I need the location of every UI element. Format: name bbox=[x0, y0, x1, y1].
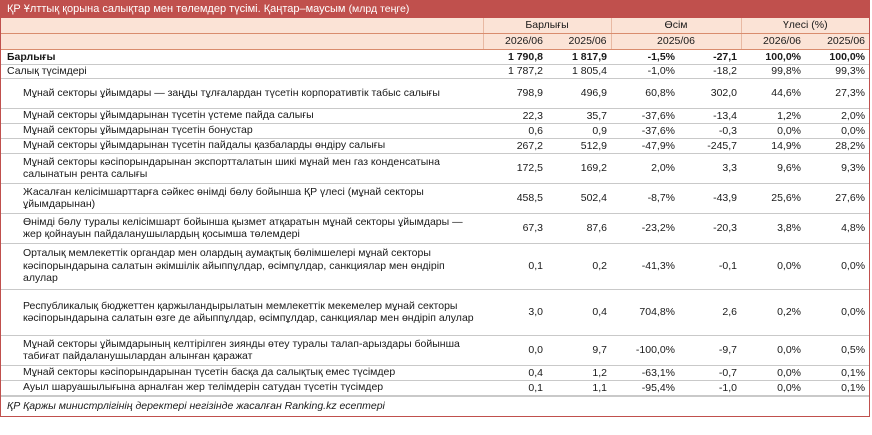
value-2025: 9,7 bbox=[547, 335, 611, 365]
header-share-2026: 2026/06 bbox=[741, 34, 805, 50]
share-2026: 25,6% bbox=[741, 183, 805, 213]
growth-absolute: -0,3 bbox=[679, 123, 741, 138]
share-2025: 0,0% bbox=[805, 243, 869, 289]
share-2025: 100,0% bbox=[805, 50, 869, 65]
table-row bbox=[1, 123, 869, 138]
share-2025: 0,0% bbox=[805, 289, 869, 335]
value-2026: 0,1 bbox=[483, 243, 547, 289]
value-2025: 87,6 bbox=[547, 213, 611, 243]
share-2025: 9,3% bbox=[805, 153, 869, 183]
value-2026: 67,3 bbox=[483, 213, 547, 243]
value-2025: 1,1 bbox=[547, 380, 611, 395]
table-row bbox=[1, 380, 869, 395]
value-2026: 0,0 bbox=[483, 335, 547, 365]
growth-absolute: -0,7 bbox=[679, 365, 741, 380]
share-2026: 100,0% bbox=[741, 50, 805, 65]
value-2026: 0,6 bbox=[483, 123, 547, 138]
growth-absolute: -0,1 bbox=[679, 243, 741, 289]
row-label: Мұнай секторы ұйымдарынан түсетін бонустар bbox=[1, 123, 483, 138]
share-2025: 0,1% bbox=[805, 365, 869, 380]
share-2025: 0,1% bbox=[805, 380, 869, 395]
value-2026: 798,9 bbox=[483, 78, 547, 108]
value-2025: 512,9 bbox=[547, 138, 611, 153]
value-2025: 0,2 bbox=[547, 243, 611, 289]
value-2025: 1,2 bbox=[547, 365, 611, 380]
share-2025: 99,3% bbox=[805, 65, 869, 79]
growth-absolute: -18,2 bbox=[679, 65, 741, 79]
growth-absolute: 302,0 bbox=[679, 78, 741, 108]
share-2026: 1,2% bbox=[741, 108, 805, 123]
header-blank-2 bbox=[1, 34, 483, 50]
header-share-2025: 2025/06 bbox=[805, 34, 869, 50]
growth-percent: -41,3% bbox=[611, 243, 679, 289]
share-2025: 28,2% bbox=[805, 138, 869, 153]
table-title-bar bbox=[1, 1, 869, 18]
row-label: Жасалған келісімшарттарға сәйкес өнімді бөлу бойынша ҚР үлесі (мұнай секторы ұйымдарынан) bbox=[1, 183, 483, 213]
share-2025: 27,3% bbox=[805, 78, 869, 108]
share-2026: 44,6% bbox=[741, 78, 805, 108]
growth-percent: -37,6% bbox=[611, 108, 679, 123]
value-2025: 169,2 bbox=[547, 153, 611, 183]
growth-absolute: -20,3 bbox=[679, 213, 741, 243]
table-row bbox=[1, 213, 869, 243]
growth-absolute: -1,0 bbox=[679, 380, 741, 395]
growth-absolute: -9,7 bbox=[679, 335, 741, 365]
header-total: Барлығы bbox=[483, 18, 611, 34]
share-2026: 0,0% bbox=[741, 365, 805, 380]
value-2025: 1 817,9 bbox=[547, 50, 611, 65]
table-unit: (млрд теңге) bbox=[348, 3, 410, 15]
value-2026: 0,4 bbox=[483, 365, 547, 380]
value-2026: 172,5 bbox=[483, 153, 547, 183]
header-total-2026: 2026/06 bbox=[483, 34, 547, 50]
growth-percent: -47,9% bbox=[611, 138, 679, 153]
header-row-groups bbox=[1, 18, 869, 34]
row-label: Орталық мемлекеттік органдар мен олардың аумақтық бөлімшелері мұнай секторы кәсіпорындарына салатын әкімшілік айыппұлдар, өсімпұлдар, санкциялар мен өндіріп алулар bbox=[1, 243, 483, 289]
row-label: Мұнай секторы кәсіпорындарынан түсетін басқа да салықтық емес түсімдер bbox=[1, 365, 483, 380]
table-row bbox=[1, 50, 869, 65]
share-2026: 0,0% bbox=[741, 243, 805, 289]
row-label: Мұнай секторы ұйымдары — заңды тұлғалардан түсетін корпоративтік табыс салығы bbox=[1, 78, 483, 108]
share-2026: 3,8% bbox=[741, 213, 805, 243]
table-row bbox=[1, 153, 869, 183]
value-2025: 0,9 bbox=[547, 123, 611, 138]
growth-percent: -23,2% bbox=[611, 213, 679, 243]
revenue-table bbox=[1, 18, 869, 396]
share-2025: 4,8% bbox=[805, 213, 869, 243]
share-2026: 0,2% bbox=[741, 289, 805, 335]
growth-percent: 2,0% bbox=[611, 153, 679, 183]
growth-percent: -1,0% bbox=[611, 65, 679, 79]
table-row bbox=[1, 183, 869, 213]
value-2026: 3,0 bbox=[483, 289, 547, 335]
growth-percent: -63,1% bbox=[611, 365, 679, 380]
row-label: Мұнай секторы ұйымдарының келтірілген зиянды өтеу туралы талап-арыздары бойынша табиғат пайдаланушылардан алынған қаражат bbox=[1, 335, 483, 365]
growth-absolute: 3,3 bbox=[679, 153, 741, 183]
row-label: Барлығы bbox=[1, 50, 483, 65]
row-label: Ауыл шаруашылығына арналған жер телімдерін сатудан түсетін түсімдер bbox=[1, 380, 483, 395]
table-row bbox=[1, 65, 869, 79]
row-label: Мұнай секторы ұйымдарынан түсетін үстеме пайда салығы bbox=[1, 108, 483, 123]
source-note: ҚР Қаржы министрлігінің деректері негізінде жасалған Ranking.kz есептері bbox=[1, 396, 869, 416]
table-row bbox=[1, 138, 869, 153]
growth-absolute: -245,7 bbox=[679, 138, 741, 153]
share-2026: 9,6% bbox=[741, 153, 805, 183]
share-2025: 2,0% bbox=[805, 108, 869, 123]
row-label: Өнімді бөлу туралы келісімшарт бойынша қызмет атқаратын мұнай секторы ұйымдары — жер қойнауын пайдаланушылардың қосымша төлемдері bbox=[1, 213, 483, 243]
table-row bbox=[1, 335, 869, 365]
header-total-2025: 2025/06 bbox=[547, 34, 611, 50]
header-share: Үлесі (%) bbox=[741, 18, 869, 34]
share-2026: 0,0% bbox=[741, 123, 805, 138]
growth-percent: -37,6% bbox=[611, 123, 679, 138]
share-2026: 0,0% bbox=[741, 380, 805, 395]
share-2025: 0,5% bbox=[805, 335, 869, 365]
value-2026: 1 787,2 bbox=[483, 65, 547, 79]
row-label: Мұнай секторы ұйымдарынан түсетін пайдалы қазбаларды өндіру салығы bbox=[1, 138, 483, 153]
row-label: Мұнай секторы кәсіпорындарынан экспортталатын шикі мұнай мен газ конденсатына салынатын рента салығы bbox=[1, 153, 483, 183]
table-row bbox=[1, 78, 869, 108]
table-title: ҚР Ұлттық қорына салықтар мен төлемдер түсімі. Қаңтар–маусым bbox=[7, 3, 346, 15]
row-label: Республикалық бюджеттен қаржыландырылатын мемлекеттік мекемелер мұнай секторы кәсіпорындарына салатын өзге де айыппұлдар, өсімпұлдар, санкциялар мен өндіріп алулар bbox=[1, 289, 483, 335]
growth-percent: -8,7% bbox=[611, 183, 679, 213]
value-2025: 496,9 bbox=[547, 78, 611, 108]
value-2026: 458,5 bbox=[483, 183, 547, 213]
growth-absolute: -13,4 bbox=[679, 108, 741, 123]
value-2025: 35,7 bbox=[547, 108, 611, 123]
value-2026: 1 790,8 bbox=[483, 50, 547, 65]
header-row-years bbox=[1, 34, 869, 50]
table-body bbox=[1, 50, 869, 396]
value-2025: 0,4 bbox=[547, 289, 611, 335]
growth-absolute: 2,6 bbox=[679, 289, 741, 335]
value-2026: 267,2 bbox=[483, 138, 547, 153]
growth-absolute: -43,9 bbox=[679, 183, 741, 213]
share-2025: 27,6% bbox=[805, 183, 869, 213]
share-2026: 0,0% bbox=[741, 335, 805, 365]
value-2025: 1 805,4 bbox=[547, 65, 611, 79]
share-2026: 14,9% bbox=[741, 138, 805, 153]
value-2026: 0,1 bbox=[483, 380, 547, 395]
value-2026: 22,3 bbox=[483, 108, 547, 123]
growth-percent: 704,8% bbox=[611, 289, 679, 335]
growth-percent: -95,4% bbox=[611, 380, 679, 395]
header-growth: Өсім bbox=[611, 18, 741, 34]
header-growth-period: 2025/06 bbox=[611, 34, 741, 50]
growth-percent: -100,0% bbox=[611, 335, 679, 365]
table-row bbox=[1, 289, 869, 335]
growth-percent: 60,8% bbox=[611, 78, 679, 108]
header-blank bbox=[1, 18, 483, 34]
table-row bbox=[1, 243, 869, 289]
value-2025: 502,4 bbox=[547, 183, 611, 213]
table-row bbox=[1, 365, 869, 380]
row-label: Салық түсімдері bbox=[1, 65, 483, 79]
share-2025: 0,0% bbox=[805, 123, 869, 138]
share-2026: 99,8% bbox=[741, 65, 805, 79]
table-row bbox=[1, 108, 869, 123]
growth-absolute: -27,1 bbox=[679, 50, 741, 65]
growth-percent: -1,5% bbox=[611, 50, 679, 65]
